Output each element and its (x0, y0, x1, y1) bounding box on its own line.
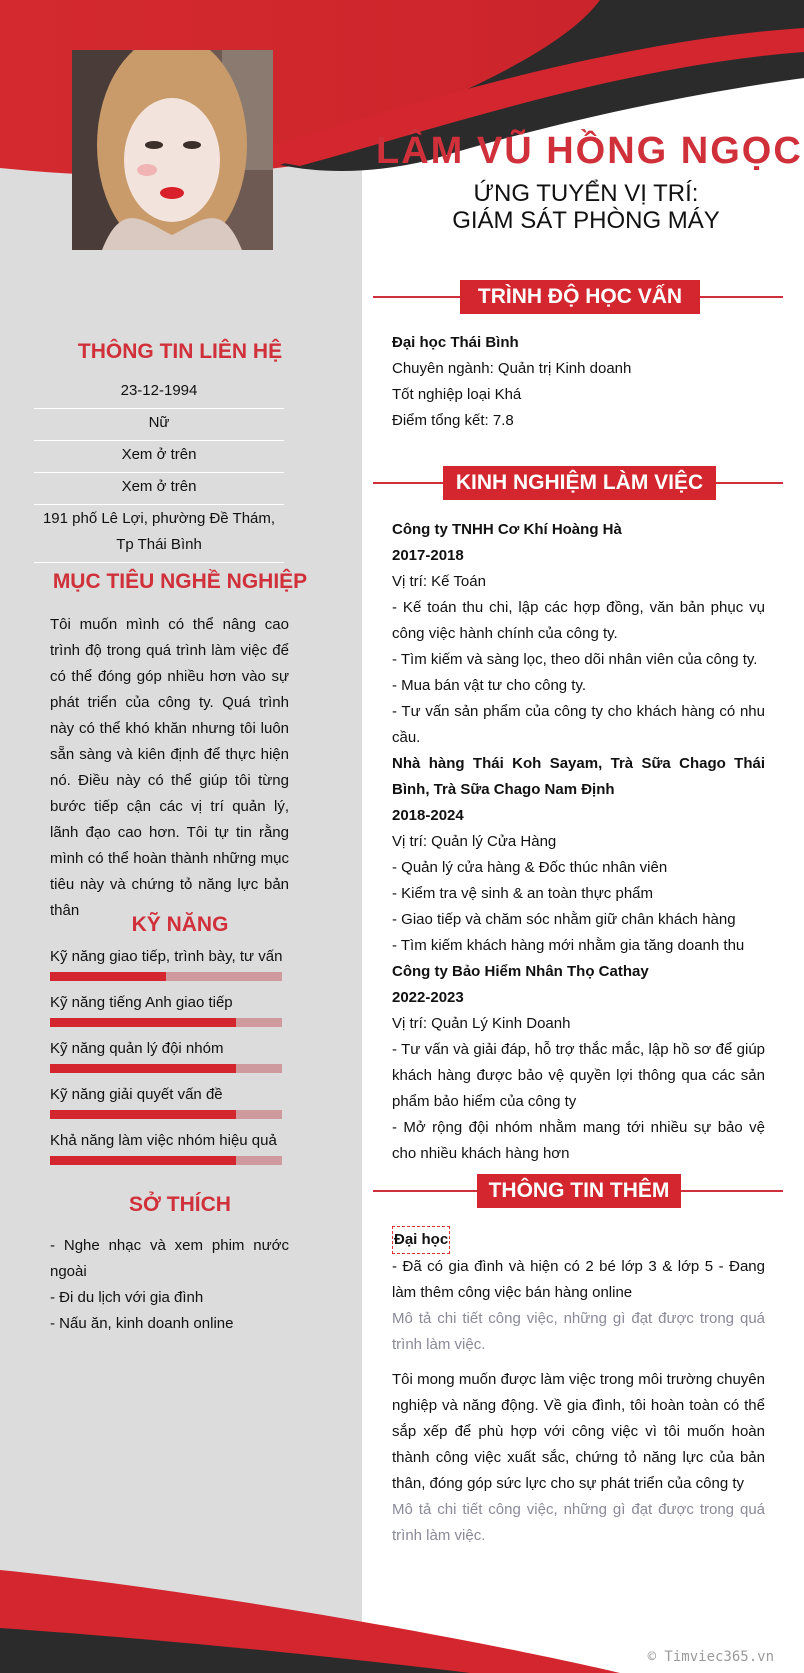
job-task: - Quản lý cửa hàng & Đốc thúc nhân viên (392, 859, 668, 876)
skills-section-title: KỸ NĂNG (131, 913, 229, 936)
skill-bar (50, 972, 282, 981)
hobby-item: - Nghe nhạc và xem phim nước ngoài (50, 1237, 289, 1280)
education-line: Điểm tổng kết: 7.8 (392, 412, 514, 429)
hobbies-section-title: SỞ THÍCH (129, 1193, 231, 1216)
job-role: Vị trí: Kế Toán (392, 573, 486, 590)
job-company: Công ty Bảo Hiểm Nhân Thọ Cathay (392, 963, 649, 980)
job-task: - Tư vấn sản phẩm của công ty cho khách hàng có nhu cầu. (392, 703, 765, 746)
objective-text: Tôi muốn mình có thể nâng cao trình độ trong quá trình làm việc để có thể đóng góp nhiều hơn vào sự phát triển của công ty. Quá trình này có thể khó khăn nhưng tôi luôn sẵn sàng và kiên định để thực hiện nó. Điều này có thể giúp tôi từng bước tiếp cận các vị trí quản lý, lãnh đạo cao hơn. Tôi tự tin rằng mình có thể hoàn thành những mục tiêu này và chứng tỏ năng lực bản thân (50, 616, 289, 919)
job-task: - Tìm kiếm khách hàng mới nhằm gia tăng doanh thu (392, 937, 745, 954)
job-task: - Mua bán vật tư cho công ty. (392, 677, 587, 694)
skill-label: Kỹ năng tiếng Anh giao tiếp (50, 994, 233, 1011)
job-task: - Mở rộng đội nhóm nhằm mang tới nhiều sự bảo vệ cho nhiều khách hàng hơn (392, 1119, 765, 1162)
profile-photo (72, 50, 273, 250)
watermark: © Timviec365.vn (647, 1649, 774, 1665)
job-task: - Tư vấn và giải đáp, hỗ trợ thắc mắc, lập hồ sơ để giúp khách hàng được bảo vệ quyền lợi thông qua các sản phẩm bảo hiểm của công ty (392, 1041, 765, 1110)
skill-bar (50, 1018, 282, 1027)
extra-heading[interactable]: Đại học (392, 1226, 450, 1254)
job-period: 2018-2024 (392, 807, 464, 824)
job-task: - Kiểm tra vệ sinh & an toàn thực phẩm (392, 885, 653, 902)
extra-paragraph: Tôi mong muốn được làm việc trong môi trường chuyên nghiệp và năng động. Về gia đình, tôi hoàn toàn có thể sắp xếp để phù hợp với công việc vì tôi muốn hoàn thành công việc xuất sắc, chứng tỏ năng lực của bản thân, đóng góp sức lực cho sự phát triển của công ty (392, 1371, 765, 1492)
experience-content (392, 517, 765, 1167)
job-company: Công ty TNHH Cơ Khí Hoàng Hà (392, 521, 622, 538)
skill-label: Kỹ năng giao tiếp, trình bày, tư vấn (50, 948, 283, 965)
education-line: Tốt nghiệp loại Khá (392, 386, 522, 403)
job-role: Vị trí: Quản Lý Kinh Doanh (392, 1015, 571, 1032)
extra-hint: Mô tả chi tiết công việc, những gì đạt được trong quá trình làm việc. (392, 1501, 765, 1544)
hobby-item: - Nấu ăn, kinh doanh online (50, 1315, 234, 1332)
job-period: 2017-2018 (392, 547, 464, 564)
education-section-title: TRÌNH ĐỘ HỌC VẤN (460, 280, 700, 314)
skill-bar (50, 1110, 282, 1119)
job-company: Nhà hàng Thái Koh Sayam, Trà Sữa Chago Thái Bình, Trà Sữa Chago Nam Định (392, 755, 765, 798)
skill-label: Kỹ năng giải quyết vấn đề (50, 1086, 223, 1103)
skill-bar-fill (50, 1156, 236, 1165)
skill-bar-fill (50, 1110, 236, 1119)
hobbies-list (50, 1233, 289, 1337)
extra-line: - Đã có gia đình và hiện có 2 bé lớp 3 & lớp 5 - Đang làm thêm công việc bán hàng online (392, 1258, 765, 1301)
skill-bar-fill (50, 972, 166, 981)
objective-section-title: MỤC TIÊU NGHỀ NGHIỆP (52, 570, 308, 593)
experience-section-title: KINH NGHIỆM LÀM VIỆC (443, 466, 716, 500)
contact-birthdate: 23-12-1994 (34, 378, 284, 409)
extra-hint: Mô tả chi tiết công việc, những gì đạt được trong quá trình làm việc. (392, 1310, 765, 1353)
extra-section-title: THÔNG TIN THÊM (477, 1174, 681, 1208)
contact-address: 191 phố Lê Lợi, phường Đề Thám, Tp Thái Bình (34, 506, 284, 563)
education-school: Đại học Thái Bình (392, 334, 519, 351)
position-title: GIÁM SÁT PHÒNG MÁY (452, 207, 720, 234)
education-content (392, 330, 765, 434)
contact-section-title: THÔNG TIN LIÊN HỆ (77, 340, 283, 363)
contact-phone: Xem ở trên (34, 442, 284, 473)
skill-bar (50, 1064, 282, 1073)
skill-bar-fill (50, 1064, 236, 1073)
skill-label: Kỹ năng quản lý đội nhóm (50, 1040, 224, 1057)
job-period: 2022-2023 (392, 989, 464, 1006)
contact-gender: Nữ (34, 410, 284, 441)
position-label: ỨNG TUYỂN VỊ TRÍ: (473, 180, 699, 207)
education-line: Chuyên ngành: Quản trị Kinh doanh (392, 360, 632, 377)
skill-label: Khả năng làm việc nhóm hiệu quả (50, 1132, 277, 1149)
skill-bar-fill (50, 1018, 236, 1027)
job-task: - Tìm kiếm và sàng lọc, theo dõi nhân viên của công ty. (392, 651, 758, 668)
job-task: - Giao tiếp và chăm sóc nhằm giữ chân khách hàng (392, 911, 736, 928)
job-task: - Kế toán thu chi, lập các hợp đồng, văn bản phục vụ công việc hành chính của công ty. (392, 599, 765, 642)
candidate-name: LÂM VŨ HỒNG NGỌC (376, 130, 803, 172)
extra-content (392, 1226, 765, 1549)
skill-bar (50, 1156, 282, 1165)
job-role: Vị trí: Quản lý Cửa Hàng (392, 833, 557, 850)
contact-email: Xem ở trên (34, 474, 284, 505)
hobby-item: - Đi du lịch với gia đình (50, 1289, 204, 1306)
